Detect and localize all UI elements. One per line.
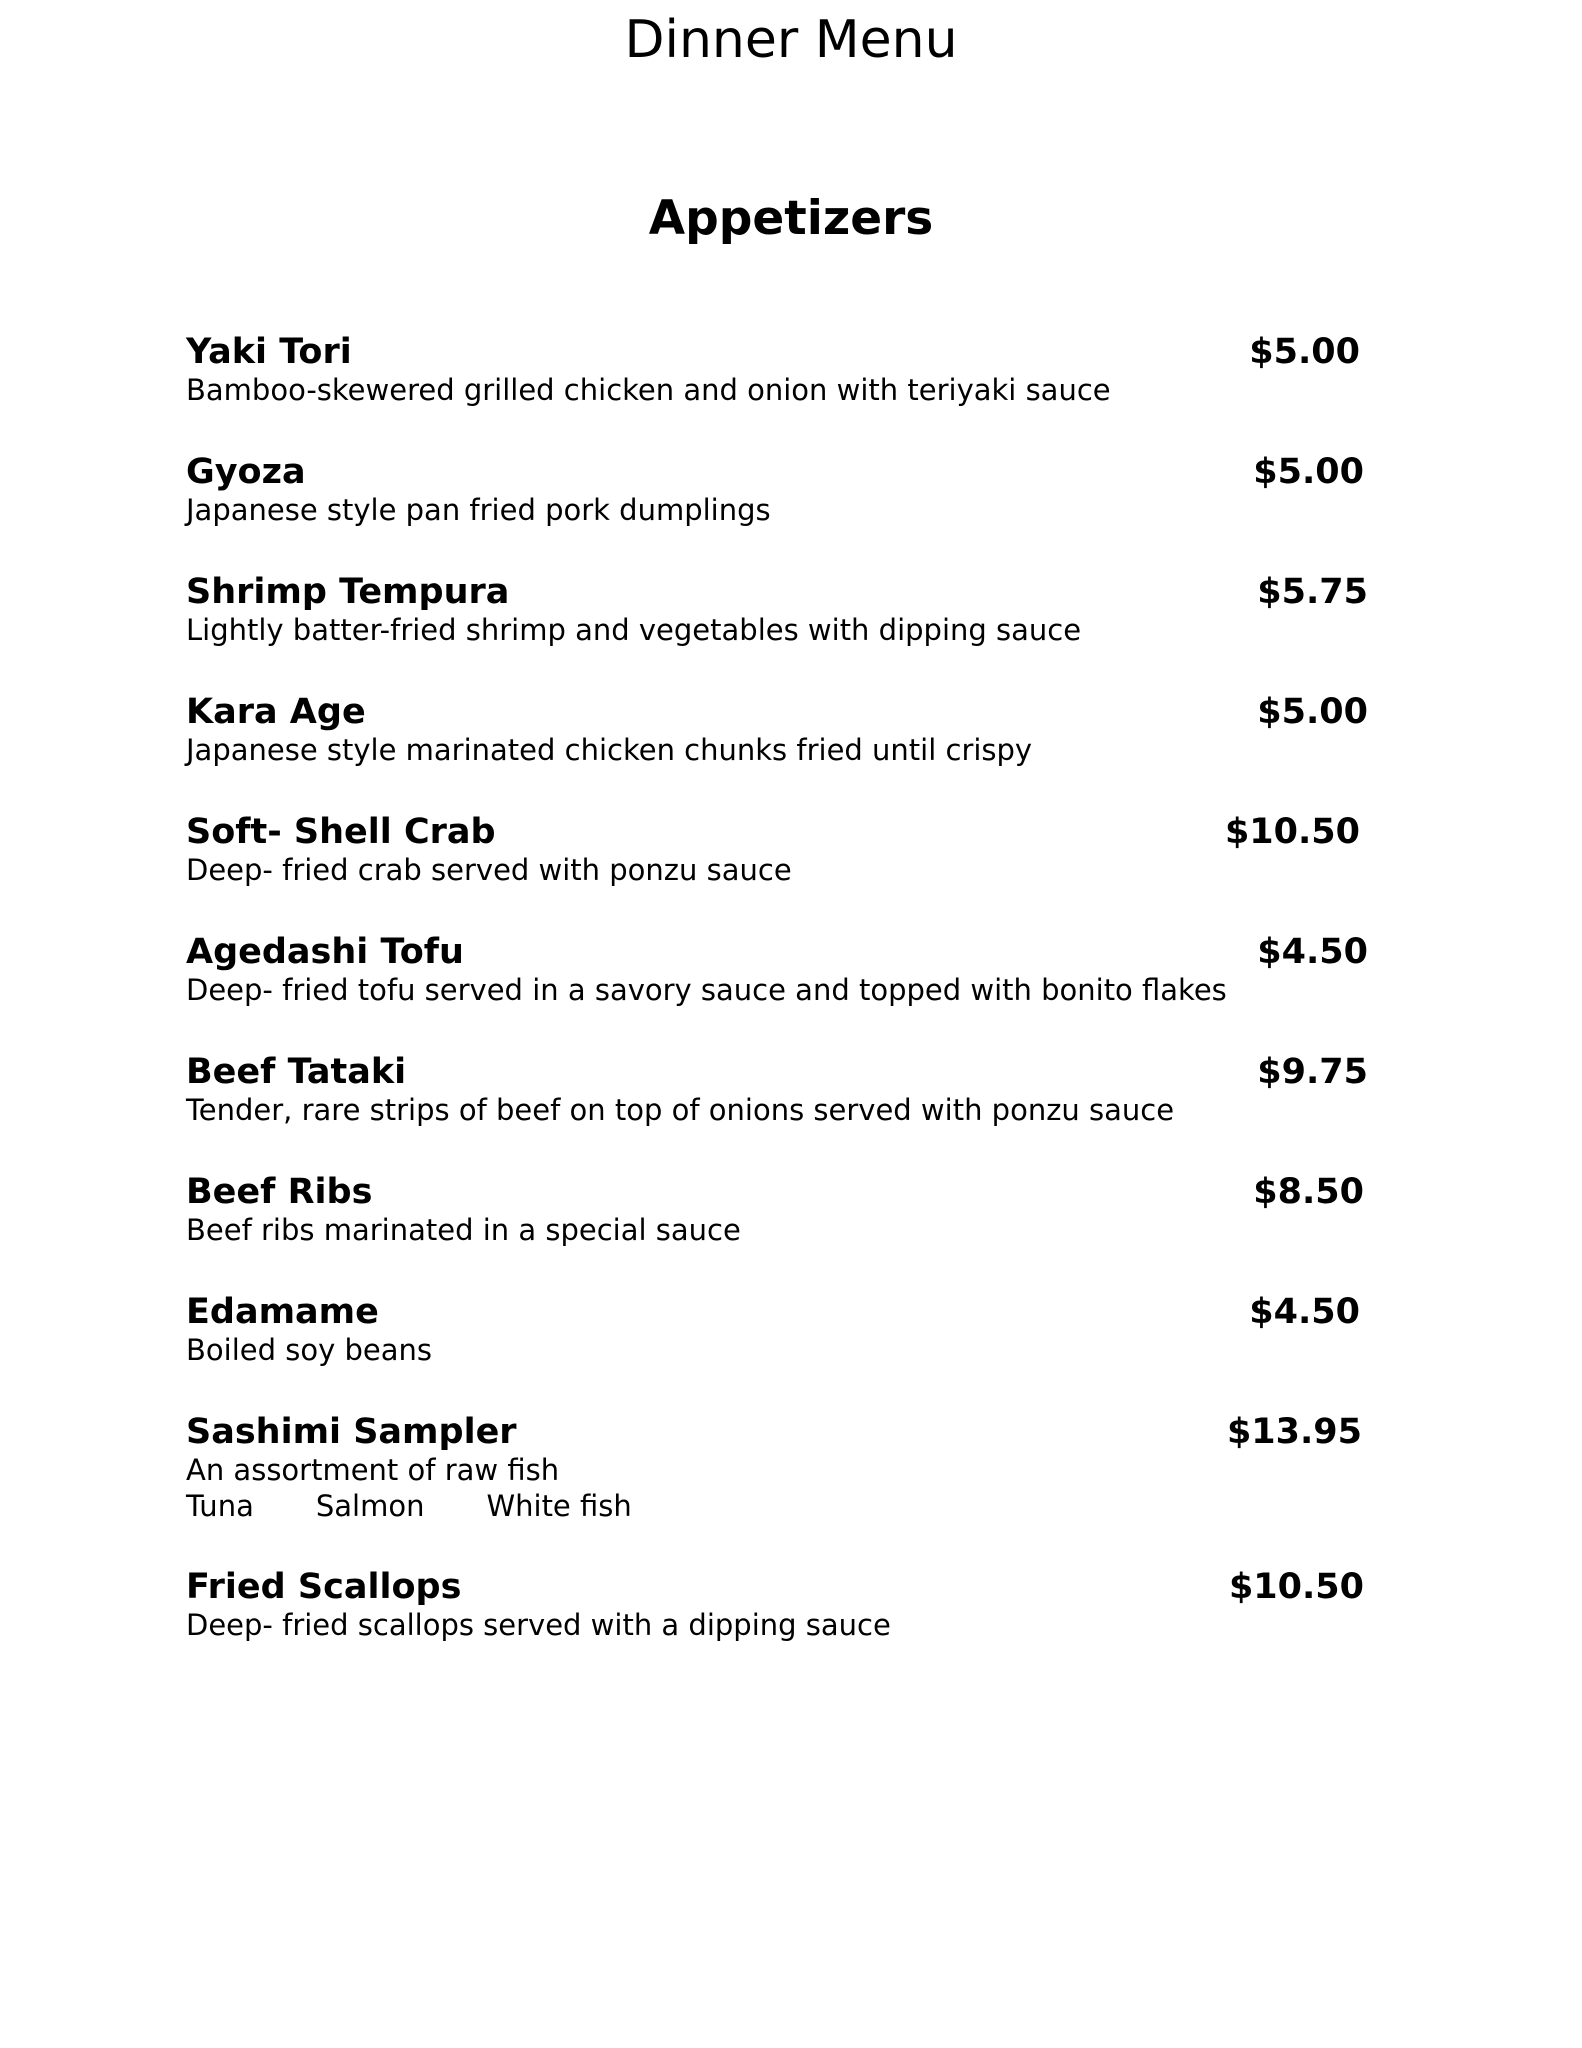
item-price: $9.75 — [1257, 1052, 1368, 1092]
option-label: White fish — [486, 1489, 632, 1523]
option-label: Tuna — [186, 1489, 254, 1523]
item-description: Deep- fried tofu served in a savory sauce and topped with bonito flakes — [186, 973, 1227, 1007]
item-price: $5.00 — [1249, 332, 1360, 372]
item-description: Lightly batter-fried shrimp and vegetables with dipping sauce — [186, 613, 1082, 647]
item-price: $5.75 — [1257, 572, 1368, 612]
item-name: Edamame — [186, 1292, 379, 1332]
item-price: $8.50 — [1253, 1172, 1364, 1212]
item-name: Sashimi Sampler — [186, 1412, 517, 1452]
item-description: Deep- fried scallops served with a dipping sauce — [186, 1608, 891, 1642]
item-description: Tender, rare strips of beef on top of onions served with ponzu sauce — [186, 1093, 1175, 1127]
section-title-appetizers: Appetizers — [648, 191, 934, 246]
item-description: Japanese style marinated chicken chunks fried until crispy — [186, 733, 1033, 767]
item-description: An assortment of raw fish — [186, 1453, 560, 1487]
item-price: $5.00 — [1253, 452, 1364, 492]
item-description: Boiled soy beans — [186, 1333, 432, 1367]
option-label: Salmon — [315, 1489, 425, 1523]
item-name: Shrimp Tempura — [186, 572, 510, 612]
item-price: $4.50 — [1257, 932, 1368, 972]
item-description: Japanese style pan fried pork dumplings — [186, 493, 771, 527]
item-name: Gyoza — [186, 452, 306, 492]
item-description: Beef ribs marinated in a special sauce — [186, 1213, 741, 1247]
item-name: Kara Age — [186, 692, 366, 732]
item-price: $10.50 — [1224, 812, 1360, 852]
item-name: Beef Ribs — [186, 1172, 373, 1212]
page-title: Dinner Menu — [624, 10, 958, 70]
item-description: Deep- fried crab served with ponzu sauce — [186, 853, 792, 887]
item-name: Soft- Shell Crab — [186, 812, 496, 852]
item-name: Beef Tataki — [186, 1052, 407, 1092]
item-price: $10.50 — [1228, 1567, 1364, 1607]
item-description: Bamboo-skewered grilled chicken and onion with teriyaki sauce — [186, 373, 1111, 407]
item-name: Agedashi Tofu — [186, 932, 464, 972]
item-price: $4.50 — [1249, 1292, 1360, 1332]
item-price: $5.00 — [1257, 692, 1368, 732]
item-price: $13.95 — [1226, 1412, 1362, 1452]
item-name: Yaki Tori — [186, 332, 352, 372]
item-name: Fried Scallops — [186, 1567, 462, 1607]
item-options — [186, 1488, 694, 1524]
